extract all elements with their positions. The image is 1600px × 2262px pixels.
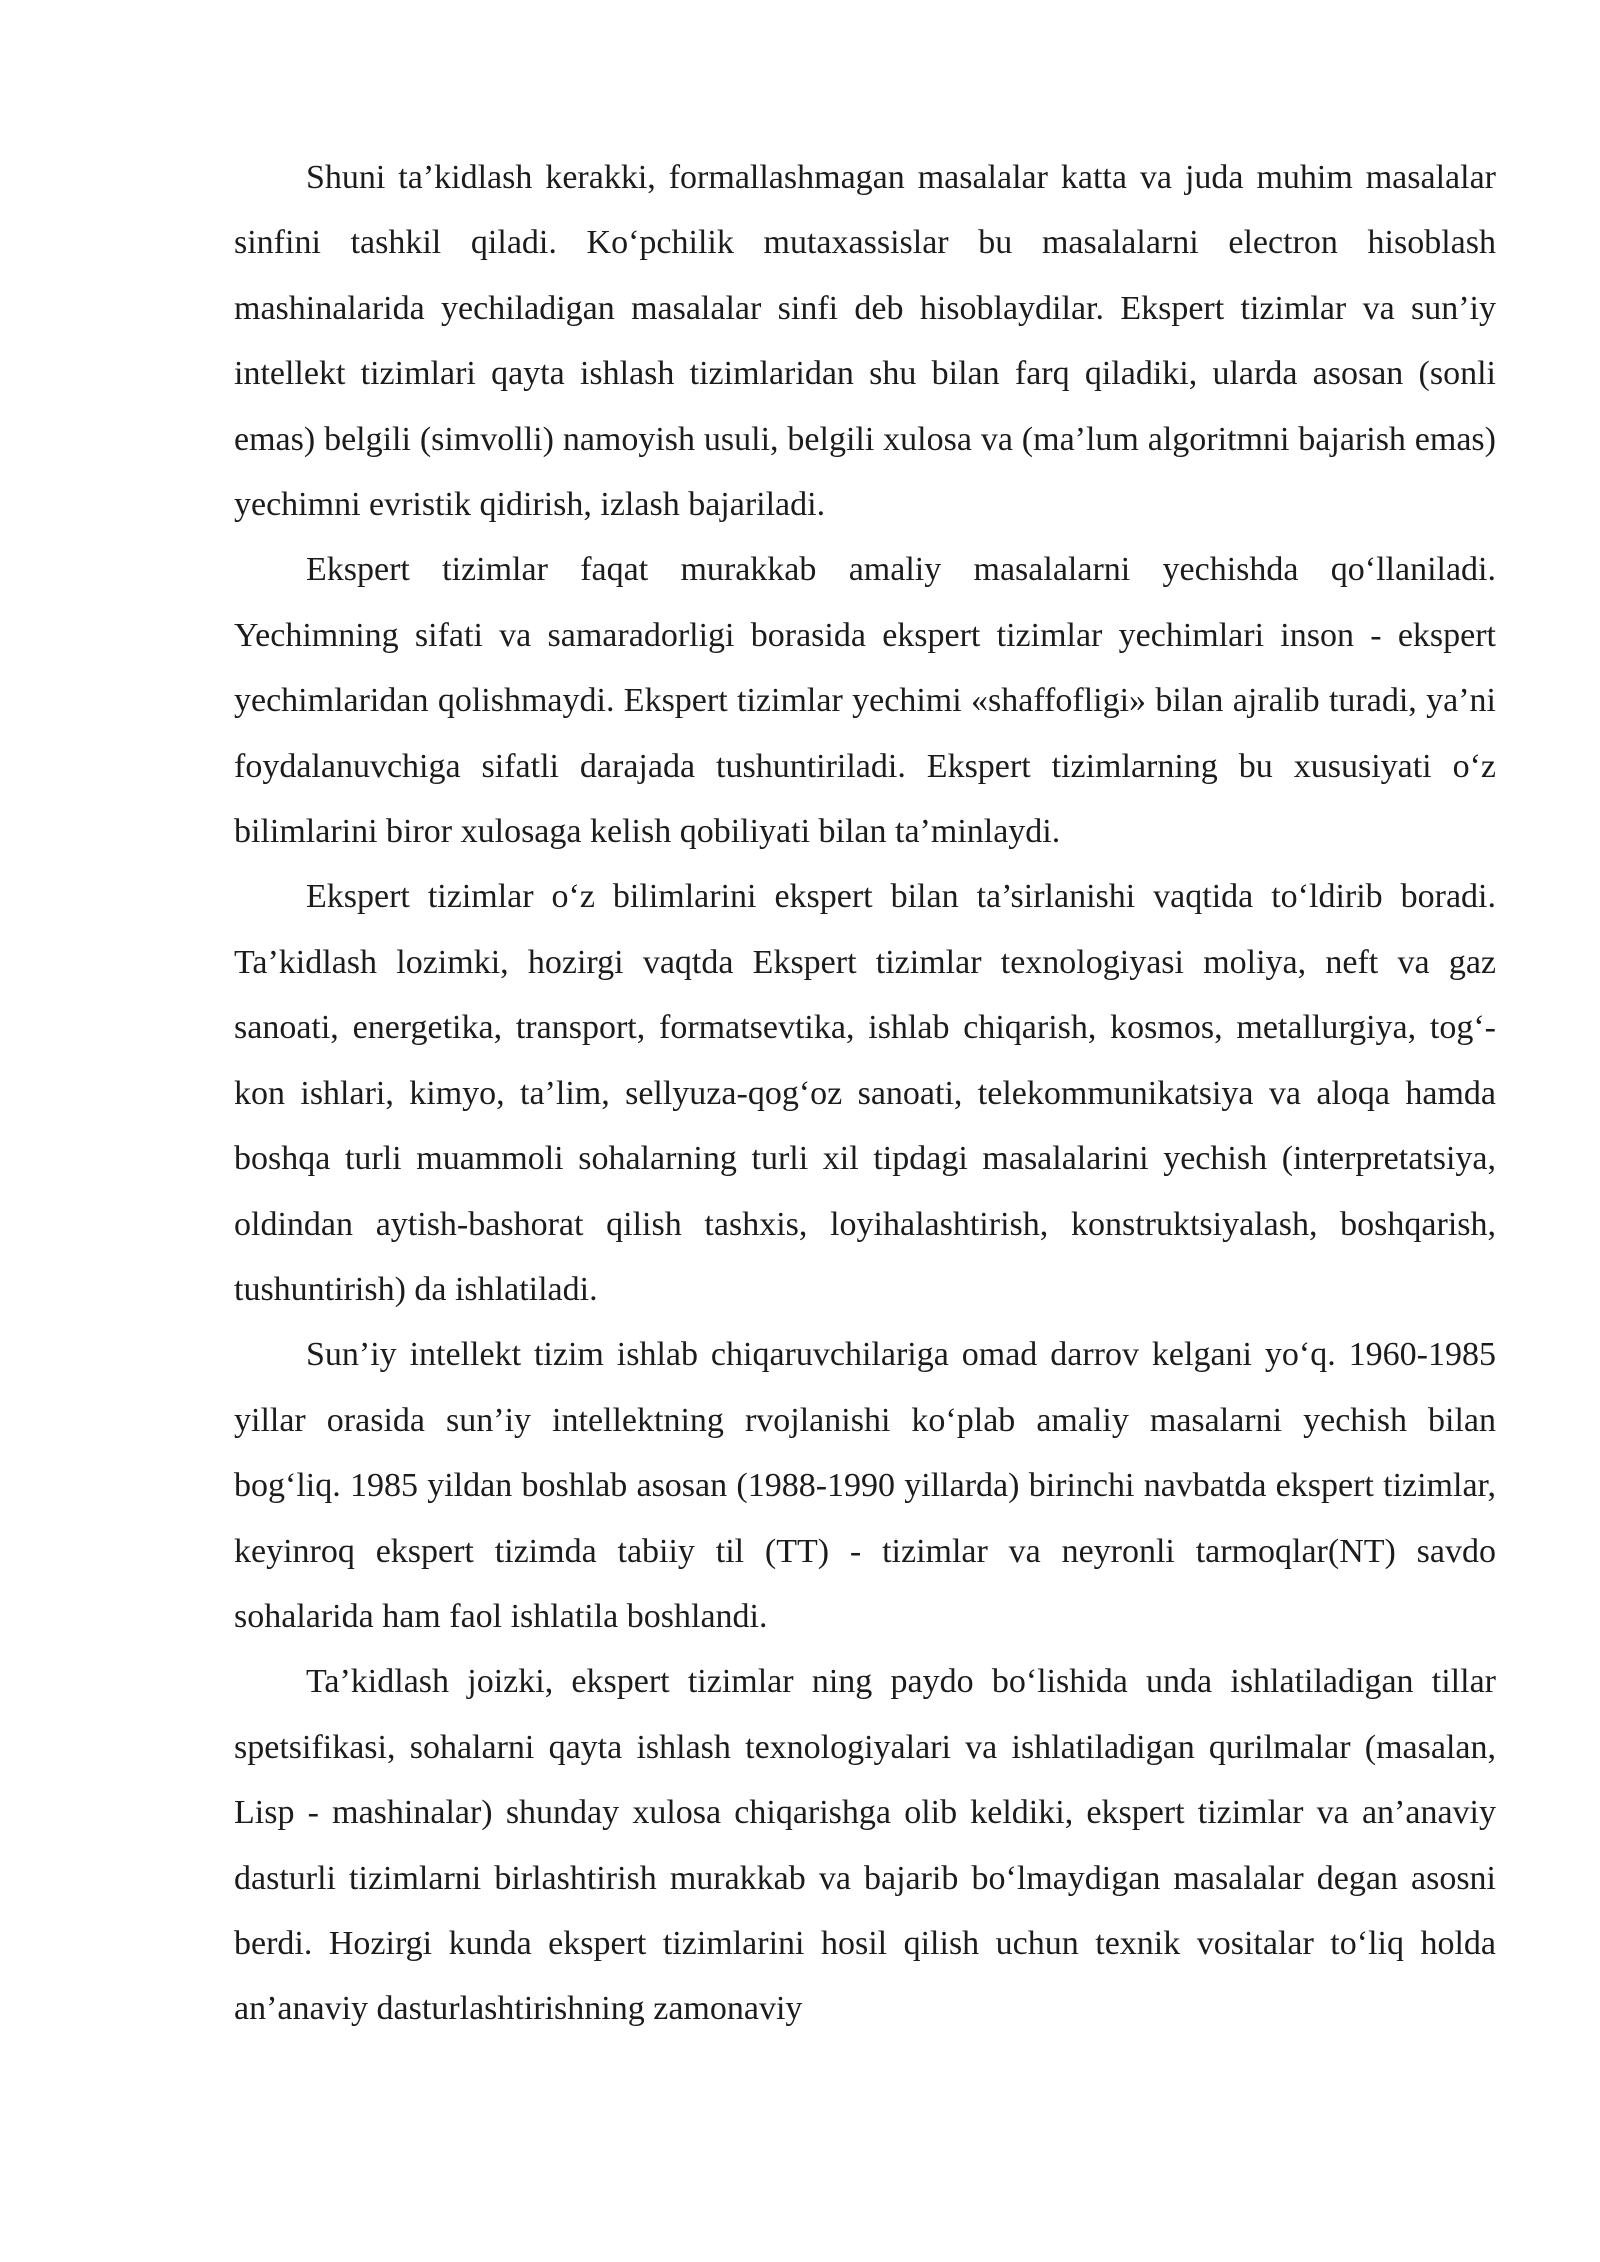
paragraph-2: Ekspert tizimlar faqat murakkab amaliy masalalarni yechishda qo‘llaniladi. Yechimning sifati va samaradorligi borasida ekspert tizimlar yechimlari inson - ekspert yechimlaridan qolishmaydi. Ekspert tizimlar yechimi «shaffofligi» bilan ajralib turadi, ya’ni foydalanuvchiga sifatli darajada tushuntiriladi. Ekspert tizimlarning bu xususiyati o‘z bilimlarini biror xulosaga kelish qobiliyati bilan ta’minlaydi. (234, 551, 1496, 851)
paragraph-1: Shuni ta’kidlash kerakki, formallashmagan masalalar katta va juda muhim masalalar sinfini tashkil qiladi. Ko‘pchilik mutaxassislar bu masalalarni electron hisoblash mashinalarida yechiladigan masalalar sinfi deb hisoblaydilar. Ekspert tizimlar va sun’iy intellekt tizimlari qayta ishlash tizimlaridan shu bilan farq qiladiki, ularda asosan (sonli emas) belgili (simvolli) namoyish usuli, belgili xulosa va (ma’lum algoritmni bajarish emas) yechimni evristik qidirish, izlash bajariladi. (234, 159, 1496, 524)
paragraph-5: Ta’kidlash joizki, ekspert tizimlar ning paydo bo‘lishida unda ishlatiladigan tillar spetsifikasi, sohalarni qayta ishlash texnologiyalari va ishlatiladigan qurilmalar (masalan, Lisp - mashinalar) shunday xulosa chiqarishga olib keldiki, ekspert tizimlar va an’anaviy dasturli tizimlarni birlashtirish murakkab va bajarib bo‘lmaydigan masalalar degan asosni berdi. Hozirgi kunda ekspert tizimlarini hosil qilish uchun texnik vositalar to‘liq holda an’anaviy dasturlashtirishning zamonaviy (234, 1663, 1496, 2028)
paragraph-4: Sun’iy intellekt tizim ishlab chiqaruvchilariga omad darrov kelgani yo‘q. 1960-1985 yillar orasida sun’iy intellektning rvojlanishi ko‘plab amaliy masalarni yechish bilan bog‘liq. 1985 yildan boshlab asosan (1988-1990 yillarda) birinchi navbatda ekspert tizimlar, keyinroq ekspert tizimda tabiiy til (TT) - tizimlar va neyronli tarmoqlar(NT) savdo sohalarida ham faol ishlatila boshlandi. (234, 1336, 1496, 1635)
document-page (234, 145, 1496, 2042)
paragraph-3: Ekspert tizimlar o‘z bilimlarini ekspert bilan ta’sirlanishi vaqtida to‘ldirib boradi. Ta’kidlash lozimki, hozirgi vaqtda Ekspert tizimlar texnologiyasi moliya, neft va gaz sanoati, energetika, transport, formatsevtika, ishlab chiqarish, kosmos, metallurgiya, tog‘-kon ishlari, kimyo, ta’lim, sellyuza-qog‘oz sanoati, telekommunikatsiya va aloqa hamda boshqa turli muammoli sohalarning turli xil tipdagi masalalarini yechish (interpretatsiya, oldindan aytish-bashorat qilish tashxis, loyihalashtirish, konstruktsiyalash, boshqarish, tushuntirish) da ishlatiladi. (234, 878, 1496, 1308)
